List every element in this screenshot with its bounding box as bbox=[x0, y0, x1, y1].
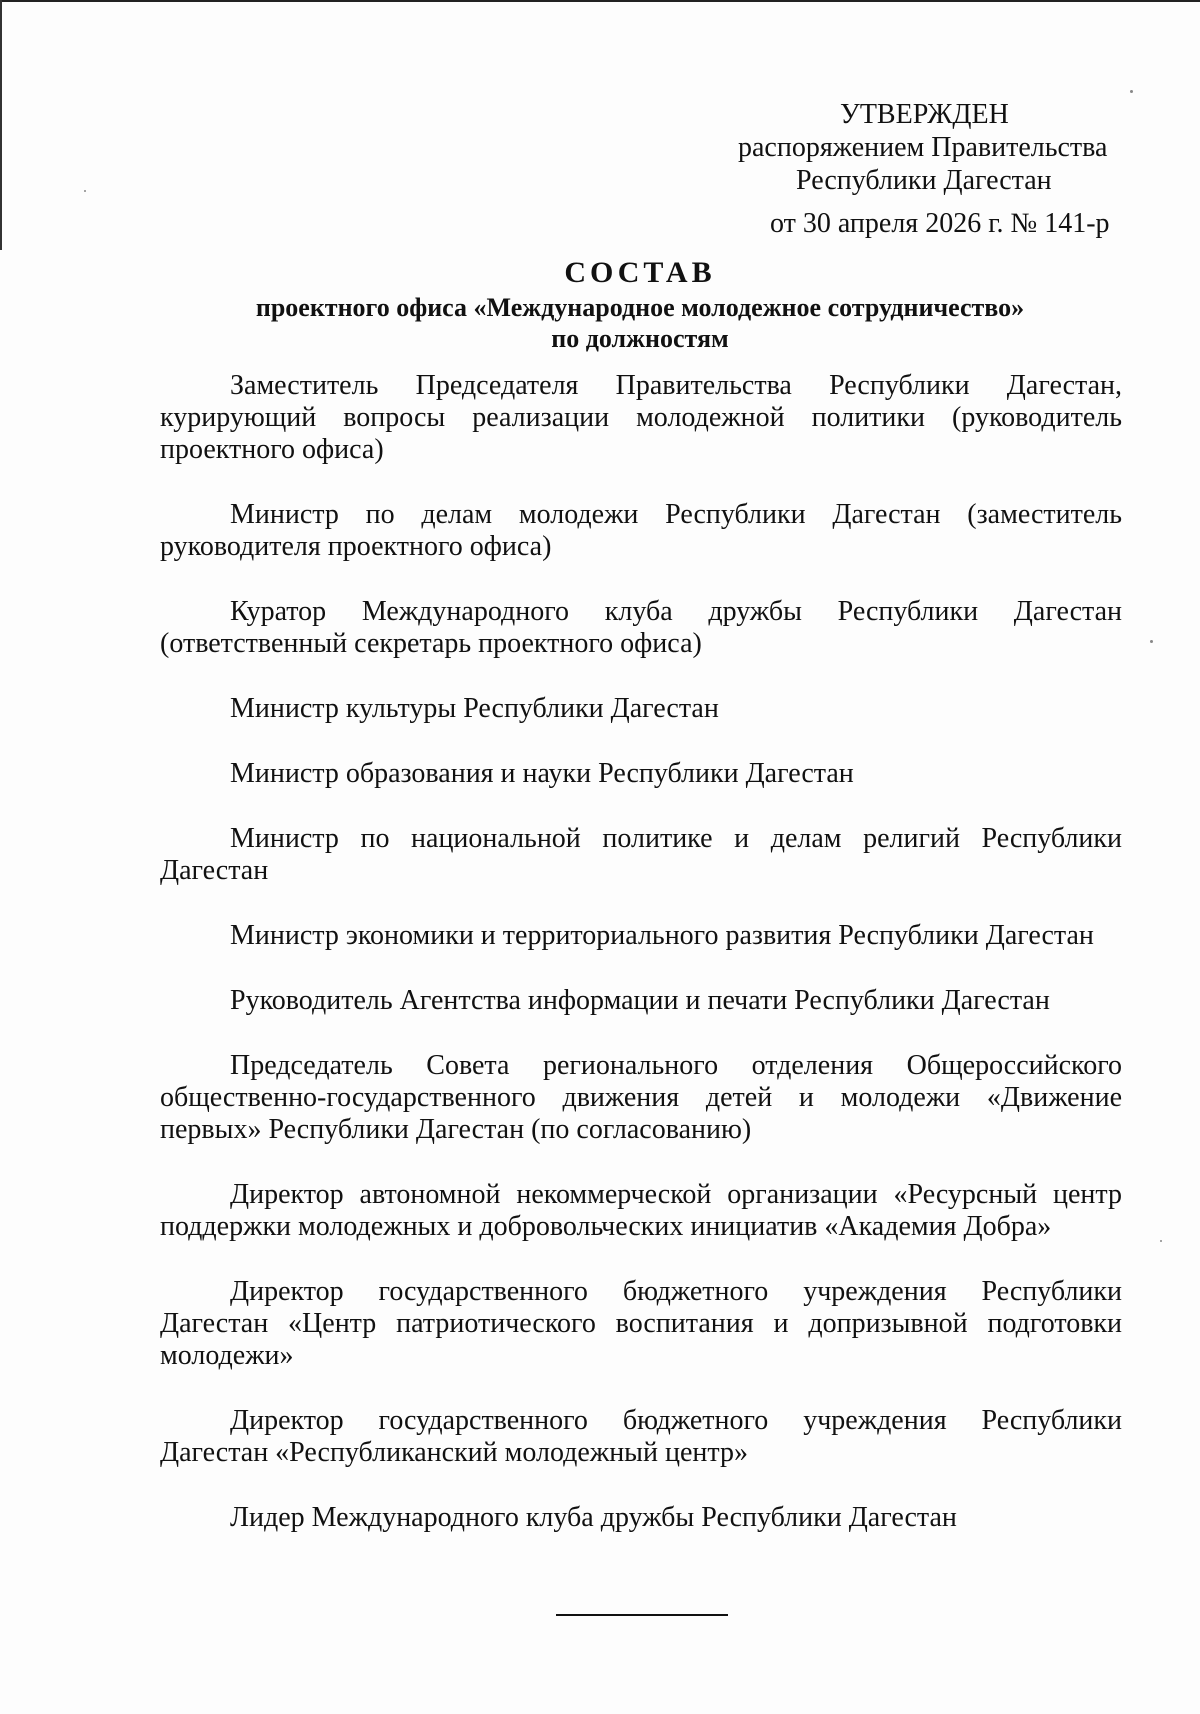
approval-stamp-block bbox=[700, 98, 1140, 240]
scan-speck bbox=[1160, 1240, 1162, 1242]
member-entry: Лидер Международного клуба дружбы Республики Дагестан bbox=[230, 1502, 957, 1533]
member-entry: Заместитель Председателя Правительства Республики Дагестан, курирующий вопросы реализации молодежной политики (руководитель проектного офиса) bbox=[160, 370, 1122, 465]
scan-speck bbox=[1150, 640, 1153, 643]
member-entry: Министр образования и науки Республики Дагестан bbox=[230, 758, 854, 789]
member-entry: Директор государственного бюджетного учреждения Республики Дагестан «Республиканский молодежный центр» bbox=[160, 1405, 1122, 1468]
member-entry: Министр по делам молодежи Республики Дагестан (заместитель руководителя проектного офиса) bbox=[160, 499, 1122, 562]
member-entry: Министр культуры Республики Дагестан bbox=[230, 693, 719, 724]
approval-line-order: распоряжением Правительства bbox=[738, 132, 1108, 163]
document-title: СОСТАВ bbox=[564, 256, 716, 289]
scan-speck bbox=[84, 190, 86, 192]
member-entry: Директор государственного бюджетного учреждения Республики Дагестан «Центр патриотического воспитания и допризывной подготовки молодежи» bbox=[160, 1276, 1122, 1371]
end-separator-line bbox=[556, 1614, 728, 1616]
members-list bbox=[160, 370, 1122, 1567]
member-entry: Министр экономики и территориального развития Республики Дагестан bbox=[230, 920, 1094, 951]
approval-line-republic: Республики Дагестан bbox=[796, 165, 1052, 196]
member-entry: Председатель Совета регионального отделения Общероссийского общественно-государственного движения детей и молодежи «Движение первых» Республики Дагестан (по согласованию) bbox=[160, 1050, 1122, 1145]
member-entry: Руководитель Агентства информации и печати Республики Дагестан bbox=[230, 985, 1050, 1016]
member-entry: Министр по национальной политике и делам религий Республики Дагестан bbox=[160, 823, 1122, 886]
document-subtitle-line1: проектного офиса «Международное молодежное сотрудничество» bbox=[255, 293, 1025, 322]
member-entry: Куратор Международного клуба дружбы Республики Дагестан (ответственный секретарь проектного офиса) bbox=[160, 596, 1122, 659]
approval-line-approved: УТВЕРЖДЕН bbox=[840, 99, 1009, 130]
scan-speck bbox=[1130, 90, 1133, 93]
scan-left-edge bbox=[0, 0, 2, 250]
scan-top-edge bbox=[0, 0, 1200, 2]
document-subtitle-line2: по должностям bbox=[551, 324, 729, 353]
approval-line-date-number: от 30 апреля 2026 г. № 141-р bbox=[770, 208, 1110, 239]
member-entry: Директор автономной некоммерческой организации «Ресурсный центр поддержки молодежных и добровольческих инициатив «Академия Добра» bbox=[160, 1179, 1122, 1242]
